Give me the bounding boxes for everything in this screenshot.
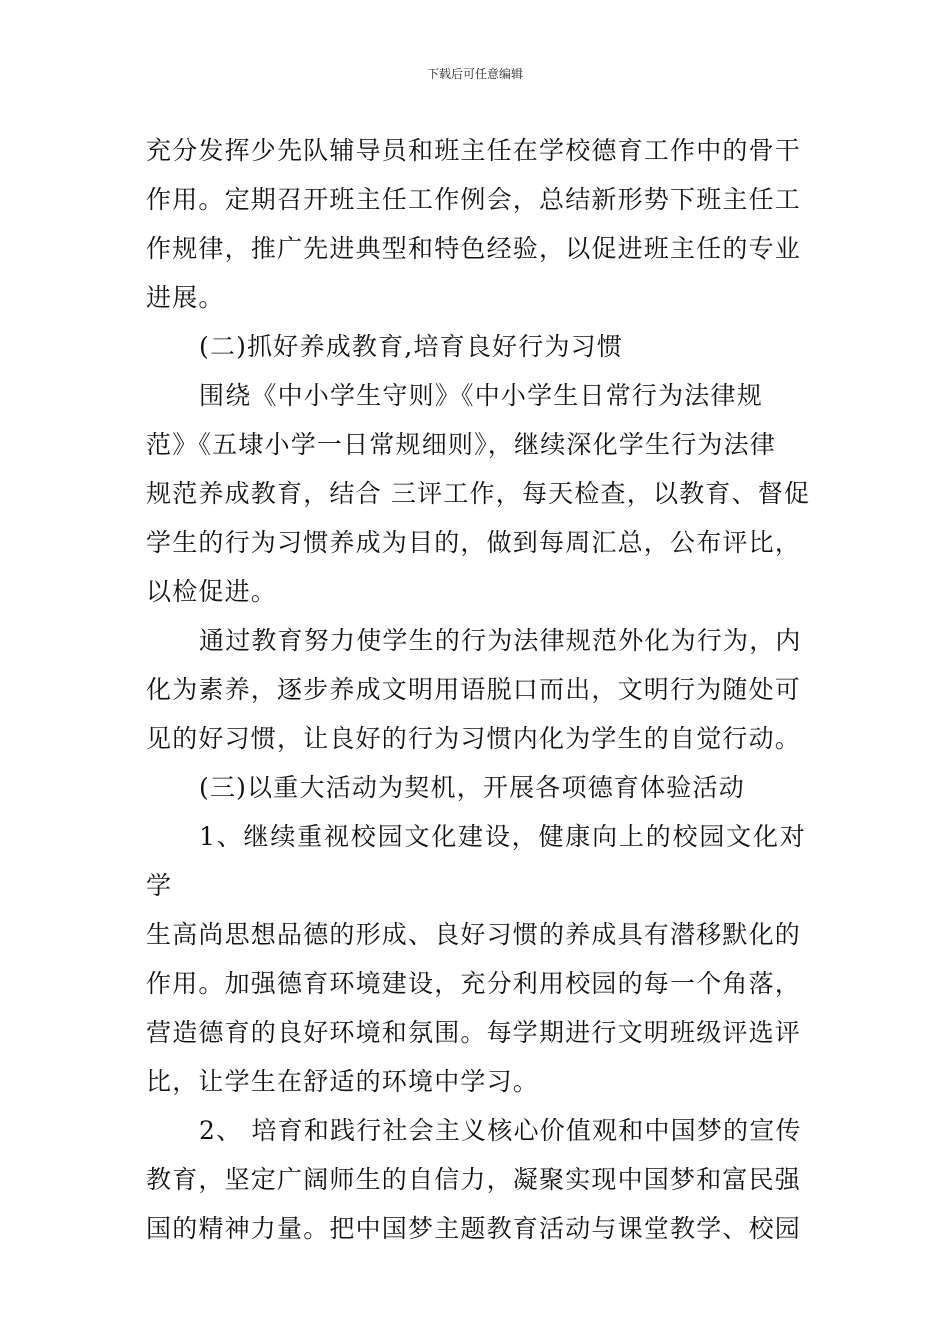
paragraph-line: 学生的行为习惯养成为目的，做到每周汇总，公布评比， (146, 528, 802, 557)
page-header: 下载后可任意编辑 (426, 67, 523, 81)
paragraph-line: 围绕《中小学生守则》《中小学生日常行为法律规 (199, 381, 763, 410)
paragraph-line: 1、继续重视校园文化建设，健康向上的校园文化对学 (146, 822, 806, 900)
paragraph-line: 作用。加强德育环境建设，充分利用校园的每一个角落， (146, 969, 802, 998)
paragraph-line: 作规律，推广先进典型和特色经验，以促进班主任的专业 (146, 234, 802, 263)
paragraph-line: 教育，坚定广阔师生的自信力，凝聚实现中国梦和富民强 (146, 1165, 802, 1194)
section-heading-text: (三)以重大活动为契机，开展各项德育体验活动 (199, 773, 745, 802)
paragraph-line: 国的精神力量。把中国梦主题教育活动与课堂教学、校园 (146, 1214, 802, 1243)
paragraph-line: 2、 培育和践行社会主义核心价值观和中国梦的宣传 (199, 1116, 802, 1145)
paragraph-line: 充分发挥少先队辅导员和班主任在学校德育工作中的骨干 (146, 136, 802, 165)
paragraph-7 (146, 1106, 806, 1253)
paragraph-line: 进展。 (146, 283, 225, 312)
section-heading-2 (146, 322, 806, 371)
paragraph-line: 范》《五埭小学一日常规细则》，继续深化学生行为法律 (146, 430, 777, 459)
paragraph-line: 化为素养，逐步养成文明用语脱口而出，文明行为随处可 (146, 675, 802, 704)
paragraph-line: 营造德育的良好环境和氛围。每学期进行文明班级评选评 (146, 1018, 802, 1047)
paragraph-line: 比，让学生在舒适的环境中学习。 (146, 1067, 540, 1096)
paragraph-line: 见的好习惯，让良好的行为习惯内化为学生的自觉行动。 (146, 724, 802, 753)
paragraph-line: 以检促进。 (146, 577, 278, 606)
paragraph-6 (146, 812, 806, 1106)
paragraph-line: 规范养成教育，结合 三评工作，每天检查，以教育、督促 (146, 479, 811, 508)
section-heading-text: (二)抓好养成教育,培育良好行为习惯 (199, 332, 624, 361)
section-heading-3 (146, 763, 806, 812)
paragraph-1 (146, 126, 806, 322)
paragraph-line: 生高尚思想品德的形成、良好习惯的养成具有潜移默化的 (146, 920, 802, 949)
paragraph-line: 作用。定期召开班主任工作例会，总结新形势下班主任工 (146, 185, 802, 214)
document-body (146, 126, 811, 1253)
paragraph-line: 通过教育努力使学生的行为法律规范外化为行为，内 (199, 626, 802, 655)
paragraph-4 (146, 616, 806, 763)
paragraph-3 (146, 371, 811, 616)
